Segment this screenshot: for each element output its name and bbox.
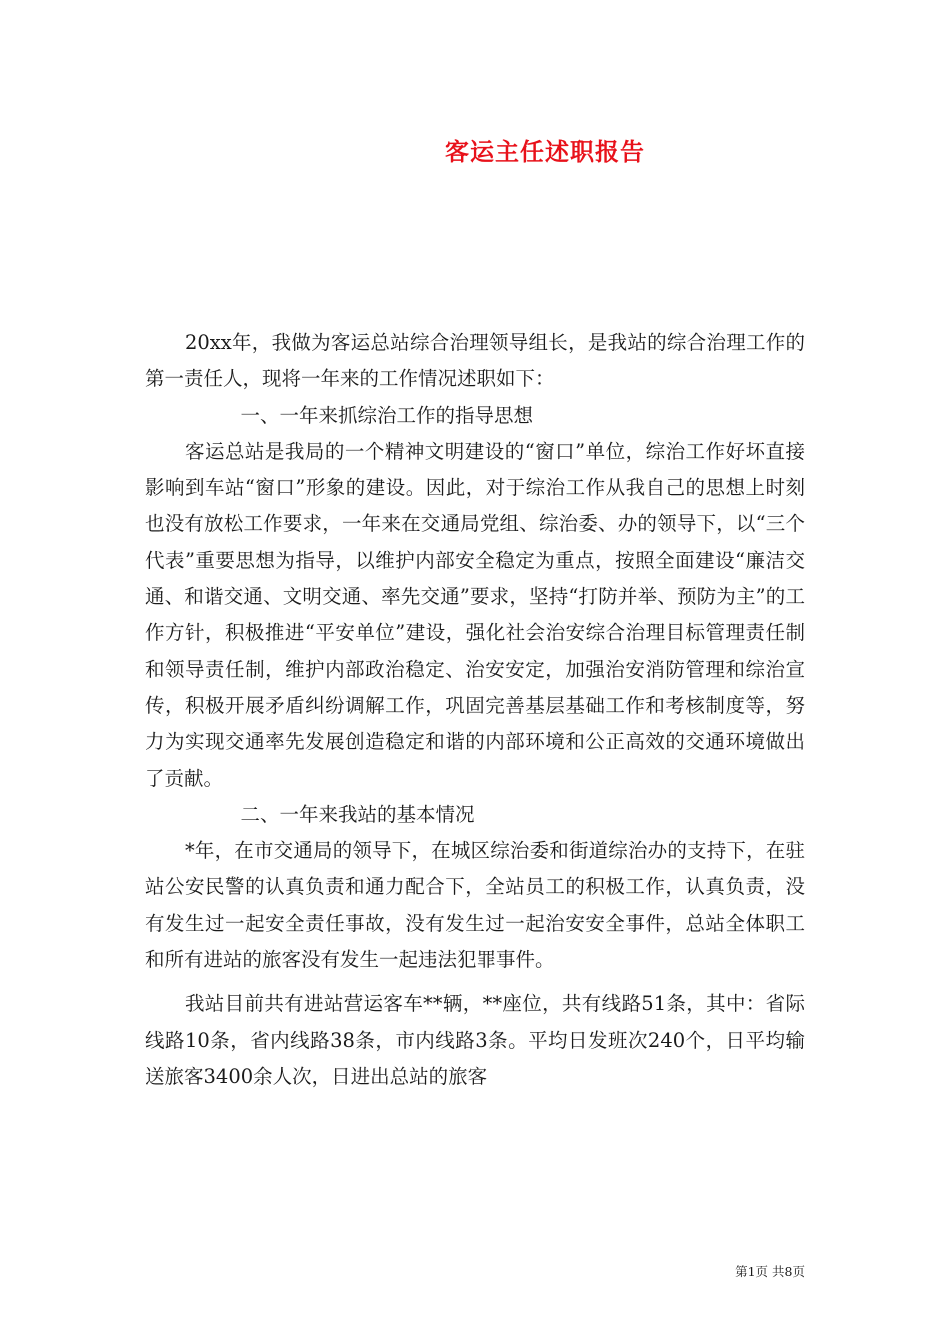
page-number: 第1页 共8页 xyxy=(735,1264,805,1279)
section-heading-2: 二、一年来我站的基本情况 xyxy=(240,802,475,826)
paragraph-station-stats: 我站目前共有进站营运客车**辆，**座位，共有线路51条，其中：省际线路10条，省内线路38条，市内线路3条。平均日发班次240个，日平均输送旅客3400余人次，日进出总站的旅客 xyxy=(145,992,805,1088)
paragraph-basic-situation: *年，在市交通局的领导下，在城区综治委和街道综治办的支持下，在驻站公安民警的认真负责和通力配合下，全站员工的积极工作，认真负责，没有发生过一起安全责任事故，没有发生过一起治安安全事件，总站全体职工和所有进站的旅客没有发生一起违法犯罪事件。 xyxy=(145,839,805,972)
paragraph-guiding-thought: 客运总站是我局的一个精神文明建设的“窗口”单位，综治工作好坏直接影响到车站“窗口”形象的建设。因此，对于综治工作从我自己的思想上时刻也没有放松工作要求，一年来在交通局党组、综治委、办的领导下，以“三个代表”重要思想为指导，以维护内部安全稳定为重点，按照全面建设“廉洁交通、和谐交通、文明交通、率先交通”要求，坚持“打防并举、预防为主”的工作方针，积极推进“平安单位”建设，强化社会治安综合治理目标管理责任制和领导责任制，维护内部政治稳定、治安安定，加强治安消防管理和综治宣传，积极开展矛盾纠纷调解工作，巩固完善基层基础工作和考核制度等，努力为实现交通率先发展创造稳定和谐的内部环境和公正高效的交通环境做出了贡献。 xyxy=(145,439,805,790)
document-body xyxy=(145,325,805,1095)
document-title: 客运主任述职报告 xyxy=(445,137,645,166)
section-heading-1: 一、一年来抓综治工作的指导思想 xyxy=(240,403,534,427)
paragraph-intro: 20xx年，我做为客运总站综合治理领导组长，是我站的综合治理工作的第一责任人，现将一年来的工作情况述职如下： xyxy=(145,331,805,391)
